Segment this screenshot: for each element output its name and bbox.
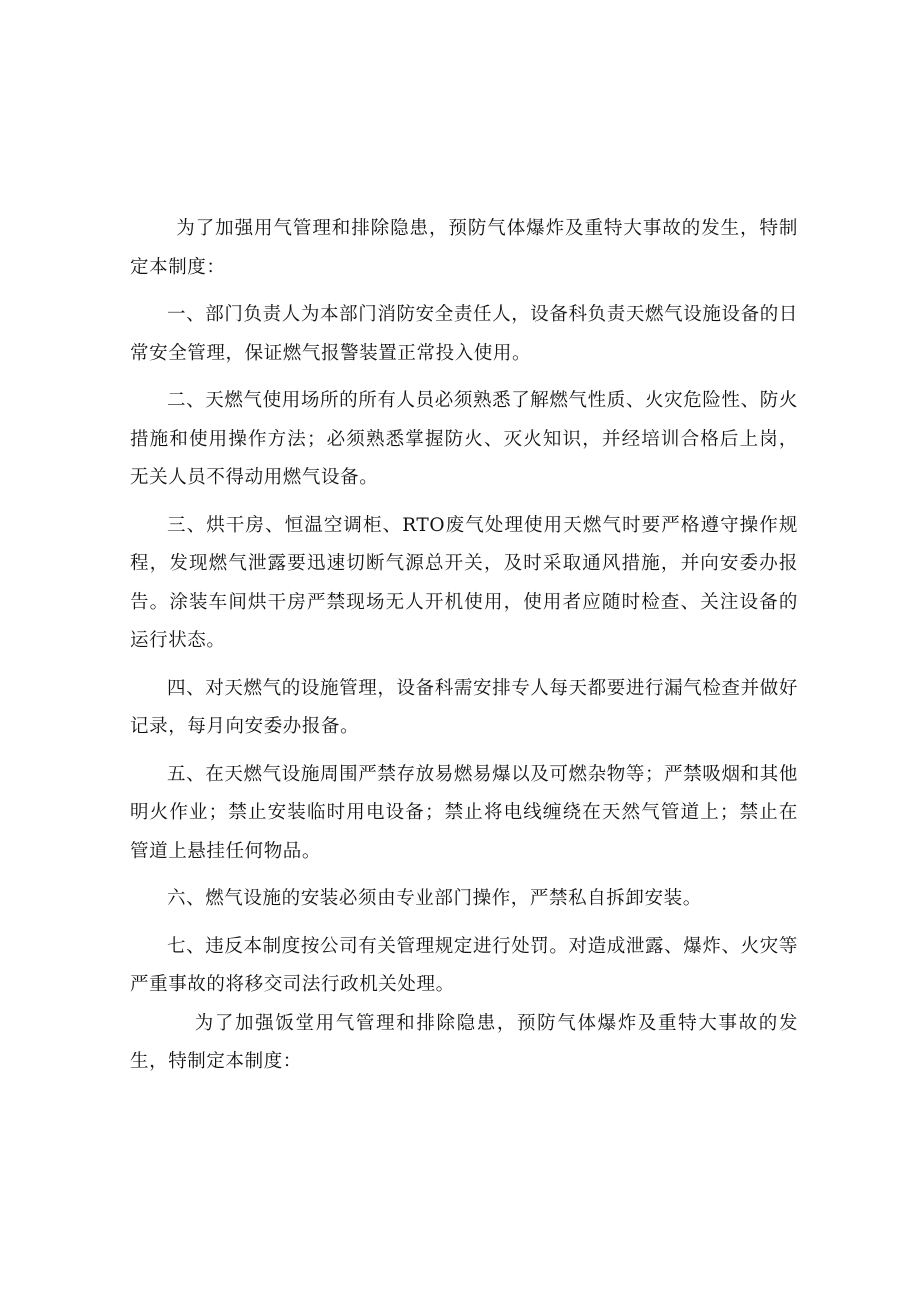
clause-5: 五、在天燃气设施周围严禁存放易燃易爆以及可燃杂物等；严禁吸烟和其他明火作业；禁止安装临时用电设备；禁止将电线缠绕在天然气管道上；禁止在管道上悬挂任何物品。 [130,763,798,862]
document-body [130,210,798,1091]
clause-2: 二、天燃气使用场所的所有人员必须熟悉了解燃气性质、火灾危险性、防火措施和使用操作方法；必须熟悉掌握防火、灭火知识，并经培训合格后上岗，无关人员不得动用燃气设备。 [130,390,798,488]
clause-7: 七、违反本制度按公司有关管理规定进行处罚。对造成泄露、爆炸、火灾等严重事故的将移交司法行政机关处理。 [130,935,798,995]
clause-1: 一、部门负责人为本部门消防安全责任人，设备科负责天燃气设施设备的日常安全管理，保证燃气报警装置正常投入使用。 [130,304,798,364]
intro-paragraph: 为了加强用气管理和排除隐患，预防气体爆炸及重特大事故的发生，特制定本制度： [130,218,798,278]
canteen-intro-paragraph: 为了加强饭堂用气管理和排除隐患，预防气体爆炸及重特大事故的发生，特制定本制度： [130,1012,798,1072]
clause-3: 三、烘干房、恒温空调柜、RTO废气处理使用天燃气时要严格遵守操作规程，发现燃气泄露要迅速切断气源总开关，及时采取通风措施，并向安委办报告。涂装车间烘干房严禁现场无人开机使用，使用者应随时检查、关注设备的运行状态。 [130,514,798,651]
clause-4: 四、对天燃气的设施管理，设备科需安排专人每天都要进行漏气检查并做好记录，每月向安委办报备。 [130,677,798,737]
clause-6: 六、燃气设施的安装必须由专业部门操作，严禁私自拆卸安装。 [167,888,702,909]
